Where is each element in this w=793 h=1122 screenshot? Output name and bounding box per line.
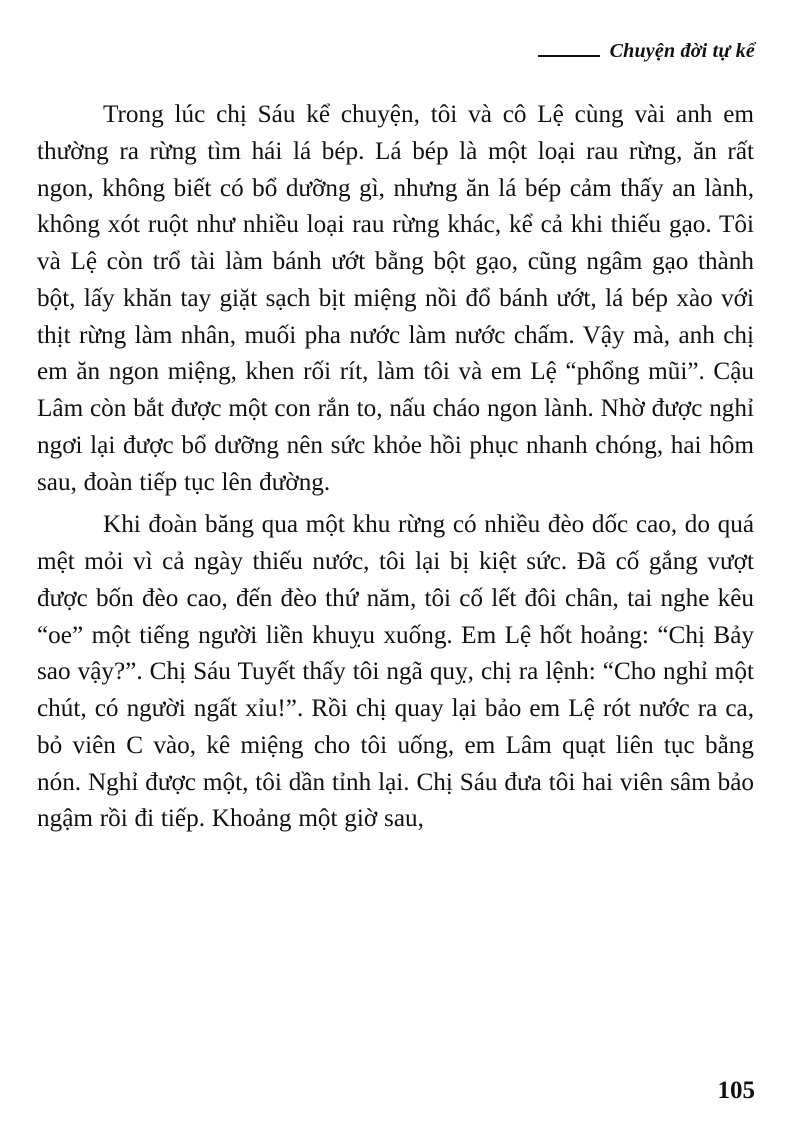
page-number: 105 — [717, 1077, 755, 1104]
running-title: Chuyện đời tự kể — [609, 40, 755, 62]
header-rule — [538, 55, 600, 57]
page-body — [37, 97, 754, 838]
running-header — [538, 40, 755, 63]
paragraph-2: Khi đoàn băng qua một khu rừng có nhiều đèo dốc cao, do quá mệt mỏi vì cả ngày thiếu nước, tôi lại bị kiệt sức. Đã cố gắng vượt được bốn đèo cao, đến đèo thứ năm, tôi cố lết đôi chân, tai nghe kêu “oe” một tiếng người liền khuỵu xuống. Em Lệ hốt hoảng: “Chị Bảy sao vậy?”. Chị Sáu Tuyết thấy tôi ngã quỵ, chị ra lệnh: “Cho nghỉ một chút, có người ngất xỉu!”. Rồi chị quay lại bảo em Lệ rót nước ra ca, bỏ viên C vào, kê miệng cho tôi uống, em Lâm quạt liên tục bằng nón. Nghỉ được một, tôi dần tỉnh lại. Chị Sáu đưa tôi hai viên sâm bảo ngậm rồi đi tiếp. Khoảng một giờ sau, — [37, 511, 754, 833]
paragraph-1: Trong lúc chị Sáu kể chuyện, tôi và cô Lệ cùng vài anh em thường ra rừng tìm hái lá bép. Lá bép là một loại rau rừng, ăn rất ngon, không biết có bổ dưỡng gì, nhưng ăn lá bép cảm thấy an lành, không xót ruột như nhiều loại rau rừng khác, kể cả khi thiếu gạo. Tôi và Lệ còn trổ tài làm bánh ướt bằng bột gạo, cũng ngâm gạo thành bột, lấy khăn tay giặt sạch bịt miệng nồi đổ bánh ướt, lá bép xào với thịt rừng làm nhân, muối pha nước làm nước chấm. Vậy mà, anh chị em ăn ngon miệng, khen rối rít, làm tôi và em Lệ “phổng mũi”. Cậu Lâm còn bắt được một con rắn to, nấu cháo ngon lành. Nhờ được nghỉ ngơi lại được bổ dưỡng nên sức khỏe hồi phục nhanh chóng, hai hôm sau, đoàn tiếp tục lên đường. — [37, 101, 754, 496]
